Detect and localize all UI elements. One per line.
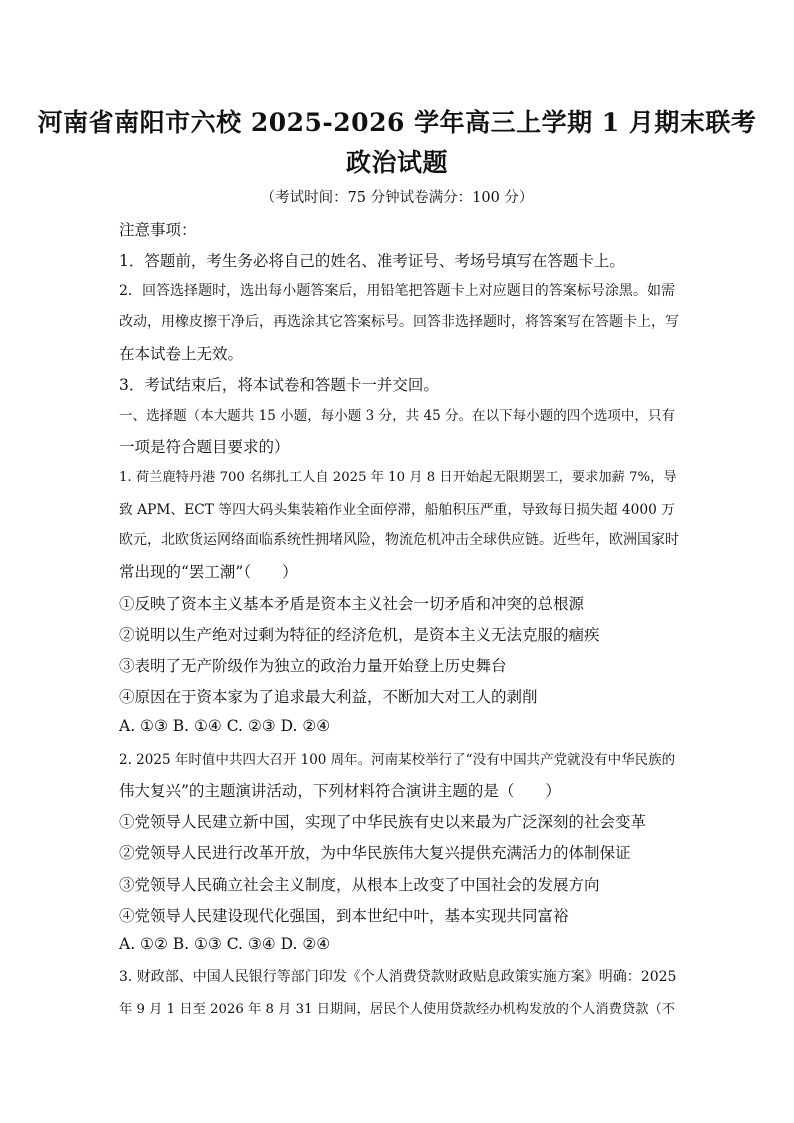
question-3-line-1: 3. 财政部、中国人民银行等部门印发《个人消费贷款财政贴息政策实施方案》明确：2025 [119, 969, 677, 985]
notice-item-1: 1．答题前，考生务必将自己的姓名、准考证号、考场号填写在答题卡上。 [119, 252, 625, 270]
exam-info: （考试时间：75 分钟试卷满分：100 分） [260, 190, 534, 206]
question-1-option-3: ③表明了无产阶级作为独立的政治力量开始登上历史舞台 [119, 657, 507, 675]
notice-item-2-line-1: 2．回答选择题时，选出每小题答案后，用铅笔把答题卡上对应题目的答案标号涂黑。如需 [119, 283, 675, 299]
question-2-line-1: 2. 2025 年时值中共四大召开 100 周年。河南某校举行了“没有中国共产党就没有中华民族的 [119, 752, 676, 768]
question-2-option-2: ②党领导人民进行改革开放，为中华民族伟大复兴提供充满活力的体制保证 [119, 844, 631, 862]
notice-item-3: 3．考试结束后，将本试卷和答题卡一并交回。 [119, 376, 439, 394]
exam-title: 河南省南阳市六校 2025-2026 学年高三上学期 1 月期末联考 [37, 108, 757, 137]
question-2-option-3: ③党领导人民确立社会主义制度，从根本上改变了中国社会的发展方向 [119, 876, 600, 894]
question-2-choices: A. ①② B. ①③ C. ③④ D. ②④ [119, 935, 331, 953]
question-3-line-2: 年 9 月 1 日至 2026 年 8 月 31 日期间，居民个人使用贷款经办机构发放的个人消费贷款（不 [119, 1002, 675, 1017]
section-1-line-1: 一、选择题（本大题共 15 小题，每小题 3 分，共 45 分。在以下每小题的四个选项中，只有 [119, 408, 675, 424]
question-1-option-4: ④原因在于资本家为了追求最大利益，不断加大对工人的剥削 [119, 688, 538, 706]
notice-heading: 注意事项： [119, 221, 197, 239]
question-1-option-1: ①反映了资本主义基本矛盾是资本主义社会一切矛盾和冲突的总根源 [119, 595, 585, 613]
notice-item-2-line-3: 在本试卷上无效。 [119, 345, 244, 363]
question-1-option-2: ②说明以生产绝对过剩为特征的经济危机，是资本主义无法克服的痼疾 [119, 626, 600, 644]
question-2-option-1: ①党领导人民建立新中国，实现了中华民族有史以来最为广泛深刻的社会变革 [119, 813, 647, 831]
question-1-line-3: 欧元，北欧货运网络面临系统性拥堵风险，物流危机冲击全球供应链。近些年，欧洲国家时 [119, 532, 679, 548]
question-1-line-4: 常出现的“罢工潮”（ ） [119, 563, 298, 581]
question-1-choices: A. ①③ B. ①④ C. ②③ D. ②④ [119, 717, 331, 735]
notice-item-2-line-2: 改动，用橡皮擦干净后，再选涂其它答案标号。回答非选择题时，将答案写在答题卡上，写 [119, 314, 679, 330]
question-1-line-2: 致 APM、ECT 等四大码头集装箱作业全面停滞，船舶积压严重，导致每日损失超 4000 万 [119, 502, 675, 518]
question-1-line-1: 1. 荷兰鹿特丹港 700 名绑扎工人自 2025 年 10 月 8 日开始起无限期罢工，要求加薪 7%，导 [119, 470, 677, 485]
question-2-line-2: 伟大复兴”的主题演讲活动，下列材料符合演讲主题的是（ ） [119, 782, 561, 800]
section-1-line-2: 一项是符合题目要求的） [119, 438, 290, 456]
question-2-option-4: ④党领导人民建设现代化强国，到本世纪中叶，基本实现共同富裕 [119, 907, 569, 925]
subject-title: 政治试题 [345, 148, 448, 177]
